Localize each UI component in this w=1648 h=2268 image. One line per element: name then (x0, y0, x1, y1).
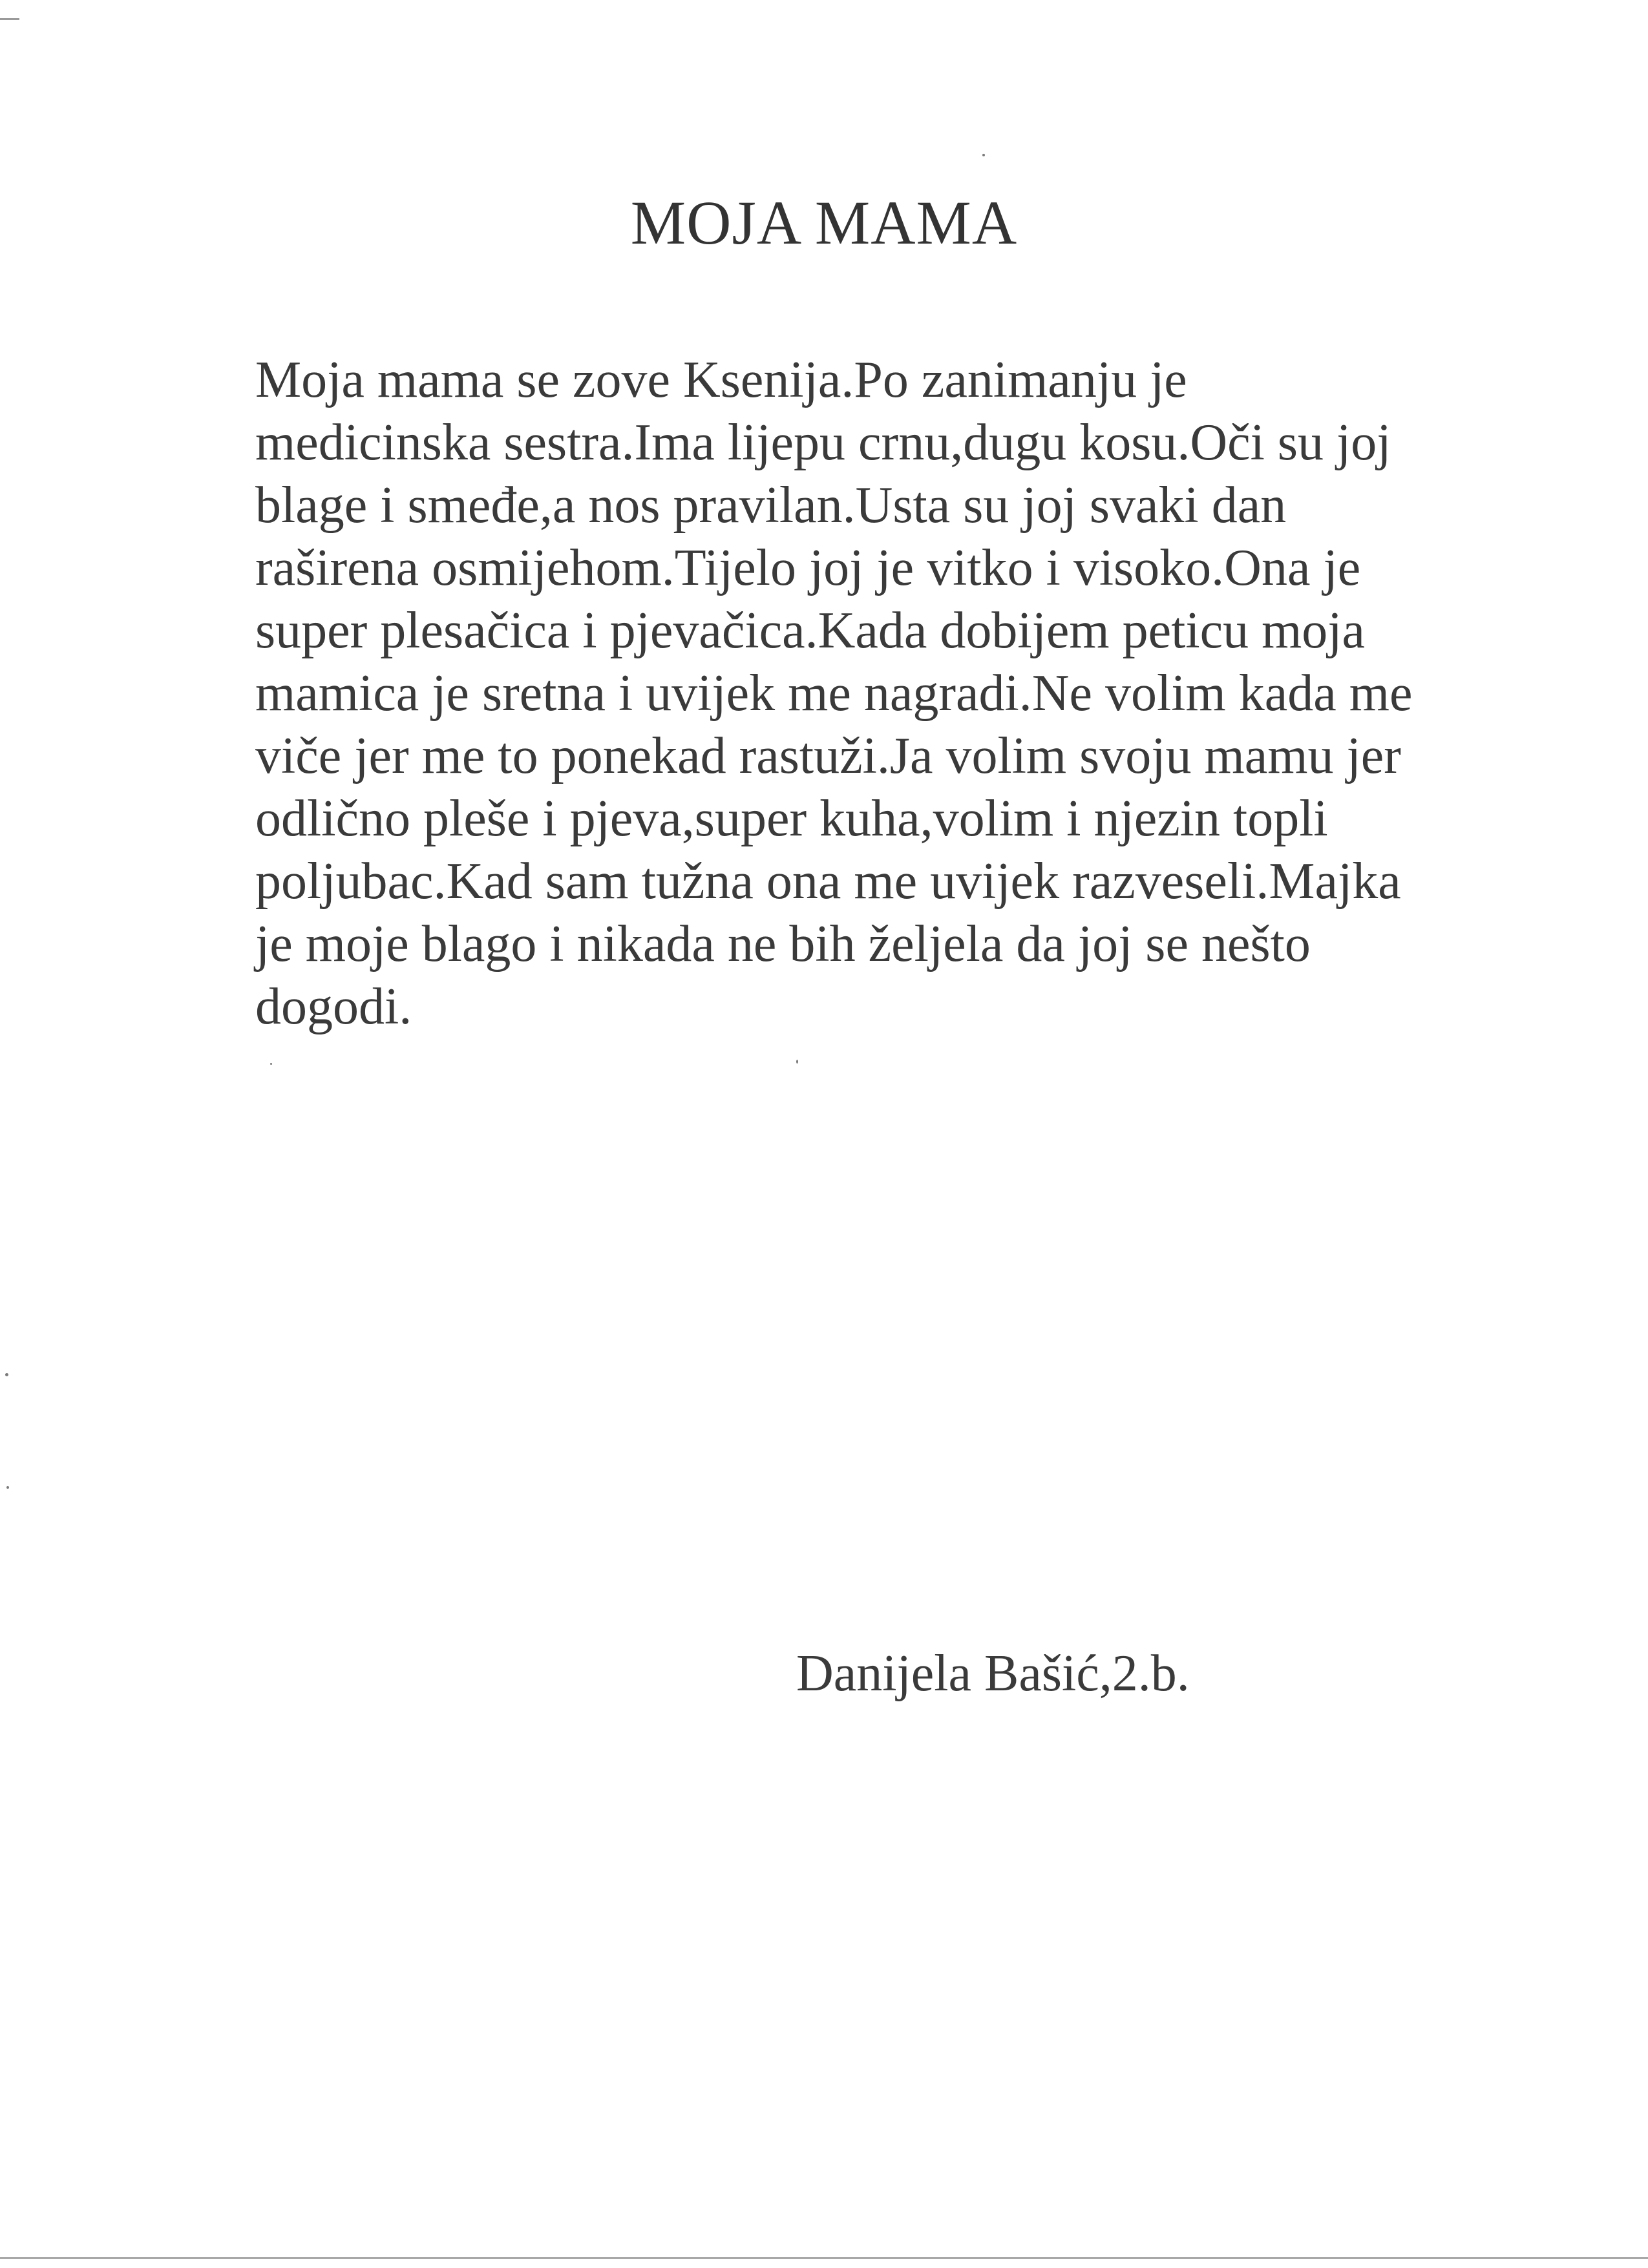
scan-speck (982, 154, 985, 156)
scan-speck (5, 1373, 8, 1376)
scan-edge-mark-top (0, 0, 19, 20)
essay-line: viče jer me to ponekad rastuži.Ja volim svoju mamu jer (255, 728, 1401, 784)
author-signature: Danijela Bašić,2.b. (796, 1645, 1190, 1702)
essay-line: odlično pleše i pjeva,super kuha,volim i njezin topli (255, 790, 1328, 847)
essay-line: super plesačica i pjevačica.Kada dobijem peticu moja (255, 602, 1366, 659)
essay-body (255, 349, 1483, 1038)
scan-speck (270, 1063, 272, 1065)
page-title: MOJA MAMA (630, 188, 1018, 257)
scan-speck (796, 1060, 798, 1064)
essay-line: dogodi. (255, 978, 412, 1035)
essay-line: Moja mama se zove Ksenija.Po zanimanju je (255, 352, 1187, 408)
essay-line: raširena osmijehom.Tijelo joj je vitko i visoko.Ona je (255, 540, 1361, 596)
essay-line: mamica je sretna i uvijek me nagradi.Ne volim kada me (255, 665, 1413, 722)
scan-edge-mark-bottom (0, 2257, 1648, 2259)
scan-speck (6, 1486, 9, 1489)
essay-line: je moje blago i nikada ne bih željela da joj se nešto (255, 916, 1311, 972)
essay-line: blage i smeđe,a nos pravilan.Usta su joj svaki dan (255, 477, 1287, 534)
essay-line: medicinska sestra.Ima lijepu crnu,dugu kosu.Oči su joj (255, 414, 1391, 471)
essay-line: poljubac.Kad sam tužna ona me uvijek razveseli.Majka (255, 853, 1401, 910)
